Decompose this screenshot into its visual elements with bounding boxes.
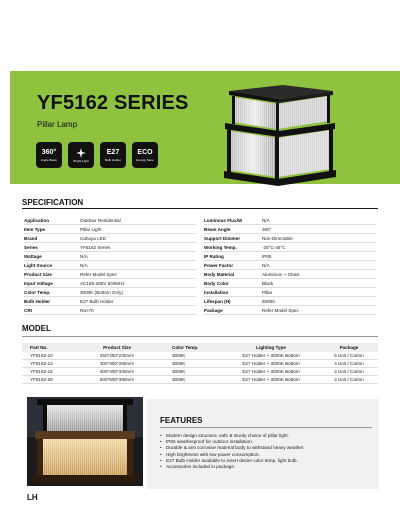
specification-heading: SPECIFICATION	[22, 198, 84, 207]
table-cell: E27 Holder + 3000K Bottom	[242, 353, 300, 358]
spec-value: IP65	[262, 253, 272, 259]
spec-value: Ra>70	[80, 307, 94, 313]
eco-leaf-icon: ECO	[137, 148, 153, 156]
spec-key: Installation	[204, 289, 229, 295]
spec-key: Series	[24, 244, 38, 250]
model-divider	[22, 336, 378, 337]
feature-badges	[36, 142, 158, 168]
spec-value: AC185-265V 50/60Hz	[80, 280, 125, 286]
table-row	[22, 376, 378, 384]
spec-value: E27 Bulb Holder	[80, 298, 114, 304]
badge-bulb-holder	[100, 142, 126, 168]
spec-key: Application	[24, 217, 50, 223]
table-cell: 2 Unit / Carton	[334, 369, 364, 374]
spec-key: Package	[204, 307, 223, 313]
spec-row	[204, 234, 376, 243]
table-cell: 300*300*280mm	[99, 361, 135, 366]
table-cell: 3000K	[172, 353, 186, 358]
spec-value: Pillar	[262, 289, 273, 295]
spec-row	[24, 270, 196, 279]
spec-value: YF5162 Series	[80, 244, 111, 250]
list-item: • High brightness with low power consumption.	[160, 452, 305, 458]
spec-value: Outdoor Residential	[80, 217, 121, 223]
spec-key: Product Size	[24, 271, 52, 277]
table-cell: YF5162-16	[30, 369, 53, 374]
spec-key: Bulb Holder	[24, 298, 51, 304]
list-item: • IP65 weatherproof for outdoor installation.	[160, 439, 305, 445]
lit-pillar-lamp-image	[27, 397, 143, 486]
spec-value: 50000	[262, 298, 275, 304]
spec-row	[24, 279, 196, 288]
spec-key: Beam Angle	[204, 226, 231, 232]
spec-key: Item Type	[24, 226, 46, 232]
column-header: Part No.	[30, 345, 48, 350]
badge-label: Bright Light	[73, 158, 89, 163]
table-row	[22, 360, 378, 368]
spec-value: N/A	[80, 262, 88, 268]
spec-row	[204, 288, 376, 297]
model-table	[22, 343, 378, 384]
spec-row	[204, 261, 376, 270]
spec-value: N/A	[262, 217, 270, 223]
badge-bright-light	[68, 142, 94, 168]
brand-mark: LH	[27, 493, 38, 502]
spec-value: Black	[262, 280, 274, 286]
features-heading: FEATURES	[160, 416, 203, 425]
spec-key: Color Temp.	[24, 289, 51, 295]
spec-row	[24, 234, 196, 243]
spec-value: Pillar Light	[80, 226, 102, 232]
spec-value: -25°C-45°C	[262, 244, 286, 250]
table-cell: 400*400*330mm	[99, 369, 135, 374]
spec-row	[204, 297, 376, 306]
badge-label: Angle Beam	[40, 157, 58, 162]
badge-360-angle	[36, 142, 62, 168]
table-cell: 2 Unit / Carton	[334, 377, 364, 382]
spec-value: Refer Model Spec	[262, 307, 299, 313]
table-row	[22, 352, 378, 360]
spec-row	[24, 306, 196, 315]
spec-value: Cahaya LED	[80, 235, 107, 241]
spec-key: Working Temp.	[204, 244, 237, 250]
features-list	[160, 433, 305, 470]
spec-row	[24, 297, 196, 306]
spec-key: Brand	[24, 235, 38, 241]
spec-value: 3000K (Bottom Only)	[80, 289, 123, 295]
spec-row	[24, 252, 196, 261]
spec-row	[204, 270, 376, 279]
product-photo	[27, 397, 143, 486]
model-heading: MODEL	[22, 324, 51, 333]
product-title: YF5162 SERIES	[37, 92, 189, 114]
spec-row	[24, 216, 196, 225]
spec-row	[204, 306, 376, 315]
spec-row	[24, 225, 196, 234]
spec-key: Light Source	[24, 262, 53, 268]
spec-key: Body Color	[204, 280, 229, 286]
spec-key: IP Rating	[204, 253, 224, 259]
spec-key: Luminous Flux/W	[204, 217, 243, 223]
table-cell: 6 Unit / Carton	[334, 353, 364, 358]
spec-key: Wattage	[24, 253, 42, 259]
spec-key: Body Material	[204, 271, 235, 277]
list-item: • Accessories included in package.	[160, 464, 305, 470]
spec-key: Lifespan (H)	[204, 298, 231, 304]
list-item: • E27 Bulb Holder available to insert desire color temp. light bulb.	[160, 458, 305, 464]
table-cell: E27 Holder + 3000K Bottom	[242, 369, 300, 374]
spec-key: Input Voltage	[24, 280, 53, 286]
rotation-360-icon: 360°	[41, 148, 57, 156]
table-cell: E27 Holder + 3000K Bottom	[242, 377, 300, 382]
spec-value: N/A	[80, 253, 88, 259]
column-header: Product Size	[103, 345, 131, 350]
column-header: Color Temp.	[172, 345, 199, 350]
specification-divider	[22, 208, 378, 209]
spec-value: Non-Dimmable	[262, 235, 293, 241]
spec-row	[24, 243, 196, 252]
table-cell: 3000K	[172, 369, 186, 374]
spec-table-left	[24, 216, 196, 315]
badge-label: Bulb Holder	[105, 157, 121, 162]
spec-row	[204, 216, 376, 225]
table-cell: YF5162-12	[30, 361, 53, 366]
table-cell: 250*250*230mm	[99, 353, 135, 358]
features-divider	[160, 427, 372, 428]
spec-row	[24, 261, 196, 270]
product-subtitle: Pillar Lamp	[37, 120, 78, 129]
pillar-lamp-illustration	[221, 85, 339, 193]
spec-table-right	[204, 216, 376, 315]
spec-value: 360°	[262, 226, 272, 232]
spec-row	[204, 252, 376, 261]
sparkle-icon	[76, 148, 86, 158]
table-cell: 3000K	[172, 361, 186, 366]
table-cell: 3000K	[172, 377, 186, 382]
list-item: • Durable & anti corrosive material body to withstand heavy weather.	[160, 445, 305, 451]
list-item: • Modern design structure, safe & sturdy choice of pillar light.	[160, 433, 305, 439]
model-table-header	[22, 343, 378, 352]
spec-key: Power Factor	[204, 262, 234, 268]
spec-value: Refer Model Spec	[80, 271, 117, 277]
spec-row	[204, 279, 376, 288]
column-header: Lighting Type	[256, 345, 286, 350]
bulb-holder-icon: E27	[106, 148, 120, 156]
table-row	[22, 368, 378, 376]
badge-eco	[132, 142, 158, 168]
badge-label: Energy Save	[136, 157, 154, 162]
table-cell: YF5162-10	[30, 353, 53, 358]
spec-row	[24, 288, 196, 297]
spec-key: CRI	[24, 307, 32, 313]
spec-value: Aluminum + Glass	[262, 271, 300, 277]
spec-key: Support Dimmer	[204, 235, 240, 241]
table-cell: E27 Holder + 3000K Bottom	[242, 361, 300, 366]
column-header: Package	[339, 345, 359, 350]
spec-row	[204, 243, 376, 252]
table-cell: YF5162-20	[30, 377, 53, 382]
table-cell: 500*500*390mm	[99, 377, 135, 382]
table-cell: 4 Unit / Carton	[334, 361, 364, 366]
spec-value: N/A	[262, 262, 270, 268]
spec-row	[204, 225, 376, 234]
